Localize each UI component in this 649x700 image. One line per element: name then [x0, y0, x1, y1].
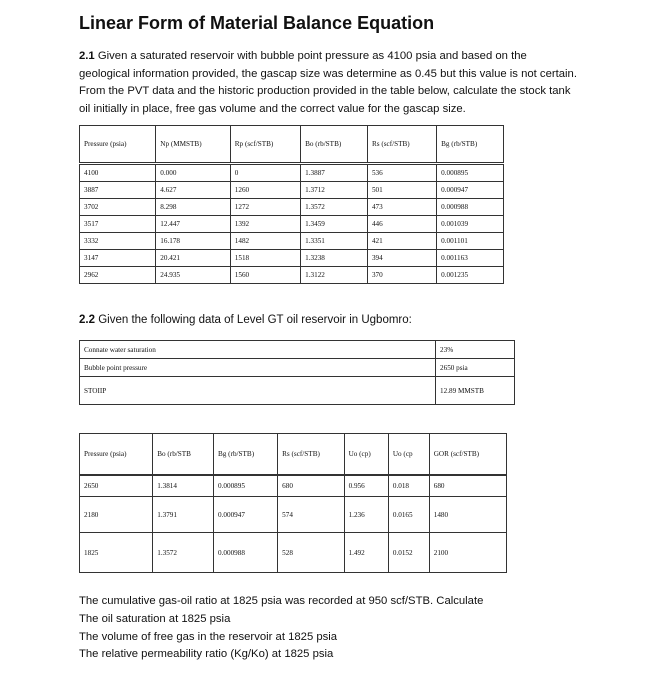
table-cell: 0.018: [388, 475, 429, 497]
table-cell: 0.001039: [437, 216, 504, 233]
table-cell: 0.0165: [388, 497, 429, 533]
question-line: The volume of free gas in the reservoir at 1825 psia: [79, 630, 338, 643]
table-cell: 1.3572: [153, 533, 214, 573]
table-cell: 1480: [429, 497, 506, 533]
section-text: Given the following data of Level GT oil reservoir in Ugbomro:: [98, 314, 412, 326]
table-cell: 0.001235: [437, 267, 504, 284]
table-cell: 1.3814: [153, 475, 214, 497]
table-row: [80, 164, 504, 182]
table-cell: 1.3122: [301, 267, 368, 284]
table-cell: 0.000895: [437, 164, 504, 182]
table-cell: 0.956: [344, 475, 388, 497]
table-cell: 3517: [80, 216, 156, 233]
section-2-2-heading: [79, 314, 412, 326]
table-row: [80, 497, 507, 533]
column-header: GOR (scf/STB): [429, 434, 506, 476]
table-cell: 1260: [230, 182, 300, 199]
table-cell: 8.298: [156, 199, 231, 216]
table-cell: 1.3572: [301, 199, 368, 216]
table-cell: 2962: [80, 267, 156, 284]
table-cell: 0.000947: [437, 182, 504, 199]
table-cell: 1.3887: [301, 164, 368, 182]
table-cell: 24.935: [156, 267, 231, 284]
table-cell: 0: [230, 164, 300, 182]
table-cell: 2180: [80, 497, 153, 533]
table-cell: 12.447: [156, 216, 231, 233]
table-cell: 0.001101: [437, 233, 504, 250]
table-cell: 20.421: [156, 250, 231, 267]
table-cell: 528: [278, 533, 344, 573]
reservoir-data-table: [79, 340, 515, 405]
table-cell: 0.0152: [388, 533, 429, 573]
table-cell: 3702: [80, 199, 156, 216]
table-cell: 1.236: [344, 497, 388, 533]
table-cell: 0.000988: [213, 533, 277, 573]
column-header: Pressure (psia): [80, 434, 153, 476]
table-header-row: [80, 434, 507, 476]
table-cell: 1.3459: [301, 216, 368, 233]
table-row: [80, 182, 504, 199]
table-cell: 4.627: [156, 182, 231, 199]
table-cell: 1.492: [344, 533, 388, 573]
table-cell: 1272: [230, 199, 300, 216]
question-line: The cumulative gas-oil ratio at 1825 psia was recorded at 950 scf/STB. Calculate: [79, 595, 484, 607]
table-cell: 1.3712: [301, 182, 368, 199]
column-header: Uo (cp: [388, 434, 429, 476]
table-cell: 3887: [80, 182, 156, 199]
page-title: Linear Form of Material Balance Equation: [79, 13, 435, 33]
table-cell-value: 2650 psia: [436, 359, 515, 377]
table-row: [80, 233, 504, 250]
table-cell: 2100: [429, 533, 506, 573]
table-cell-label: Connate water saturation: [80, 341, 436, 359]
column-header: Rs (scf/STB): [367, 126, 436, 164]
column-header: Rs (scf/STB): [278, 434, 344, 476]
table-row: [80, 475, 507, 497]
section-number: 2.1: [79, 50, 95, 62]
column-header: Bg (rb/STB): [437, 126, 504, 164]
question-line: The relative permeability ratio (Kg/Ko) at 1825 psia: [79, 648, 334, 661]
table-cell-value: 23%: [436, 341, 515, 359]
section-2-1-paragraph: [79, 48, 579, 118]
section-number: 2.2: [79, 314, 95, 326]
table-cell: 0.000947: [213, 497, 277, 533]
table-cell: 0.000895: [213, 475, 277, 497]
pvt-data-table: [79, 433, 507, 573]
table-cell: 16.178: [156, 233, 231, 250]
questions-block: [79, 593, 483, 664]
table-cell: 501: [367, 182, 436, 199]
table-cell-label: Bubble point pressure: [80, 359, 436, 377]
section-text: Given a saturated reservoir with bubble point pressure as 4100 psia and based on the geological information provided, the gascap size was determine as 0.45 but this value is not certain. From the PVT data and the historic production provided in the table below, calculate the stock tank oil initially in place, free gas volume and the correct value for the gascap size.: [79, 50, 577, 115]
table-row: [80, 250, 504, 267]
table-row: [80, 267, 504, 284]
table-cell: 446: [367, 216, 436, 233]
column-header: Pressure (psia): [80, 126, 156, 164]
column-header: Np (MMSTB): [156, 126, 231, 164]
column-header: Rp (scf/STB): [230, 126, 300, 164]
table-cell-value: 12.89 MMSTB: [436, 377, 515, 405]
table-row: [80, 533, 507, 573]
column-header: Bo (rb/STB): [301, 126, 368, 164]
table-cell: 1.3351: [301, 233, 368, 250]
column-header: Bg (rb/STB): [213, 434, 277, 476]
pvt-production-table: [79, 125, 504, 284]
table-row: [80, 199, 504, 216]
table-cell: 536: [367, 164, 436, 182]
table-cell: 574: [278, 497, 344, 533]
column-header: Uo (cp): [344, 434, 388, 476]
table-cell: 680: [429, 475, 506, 497]
table-cell: 3147: [80, 250, 156, 267]
table-cell: 1825: [80, 533, 153, 573]
table-cell: 421: [367, 233, 436, 250]
table-cell: 3332: [80, 233, 156, 250]
table-cell: 1.3238: [301, 250, 368, 267]
table-row: [80, 359, 515, 377]
table-cell: 1482: [230, 233, 300, 250]
table-cell: 0.000988: [437, 199, 504, 216]
table-row: [80, 341, 515, 359]
table-header-row: [80, 126, 504, 164]
table-cell: 680: [278, 475, 344, 497]
table-cell: 1.3791: [153, 497, 214, 533]
table-cell: 394: [367, 250, 436, 267]
table-cell: 0.000: [156, 164, 231, 182]
question-line: The oil saturation at 1825 psia: [79, 612, 231, 625]
column-header: Bo (rb/STB: [153, 434, 214, 476]
table-cell: 370: [367, 267, 436, 284]
table-cell-label: STOIIP: [80, 377, 436, 405]
table-cell: 1392: [230, 216, 300, 233]
table-cell: 2650: [80, 475, 153, 497]
table-cell: 473: [367, 199, 436, 216]
table-cell: 1518: [230, 250, 300, 267]
table-cell: 4100: [80, 164, 156, 182]
table-row: [80, 216, 504, 233]
table-row: [80, 377, 515, 405]
table-cell: 0.001163: [437, 250, 504, 267]
table-cell: 1560: [230, 267, 300, 284]
